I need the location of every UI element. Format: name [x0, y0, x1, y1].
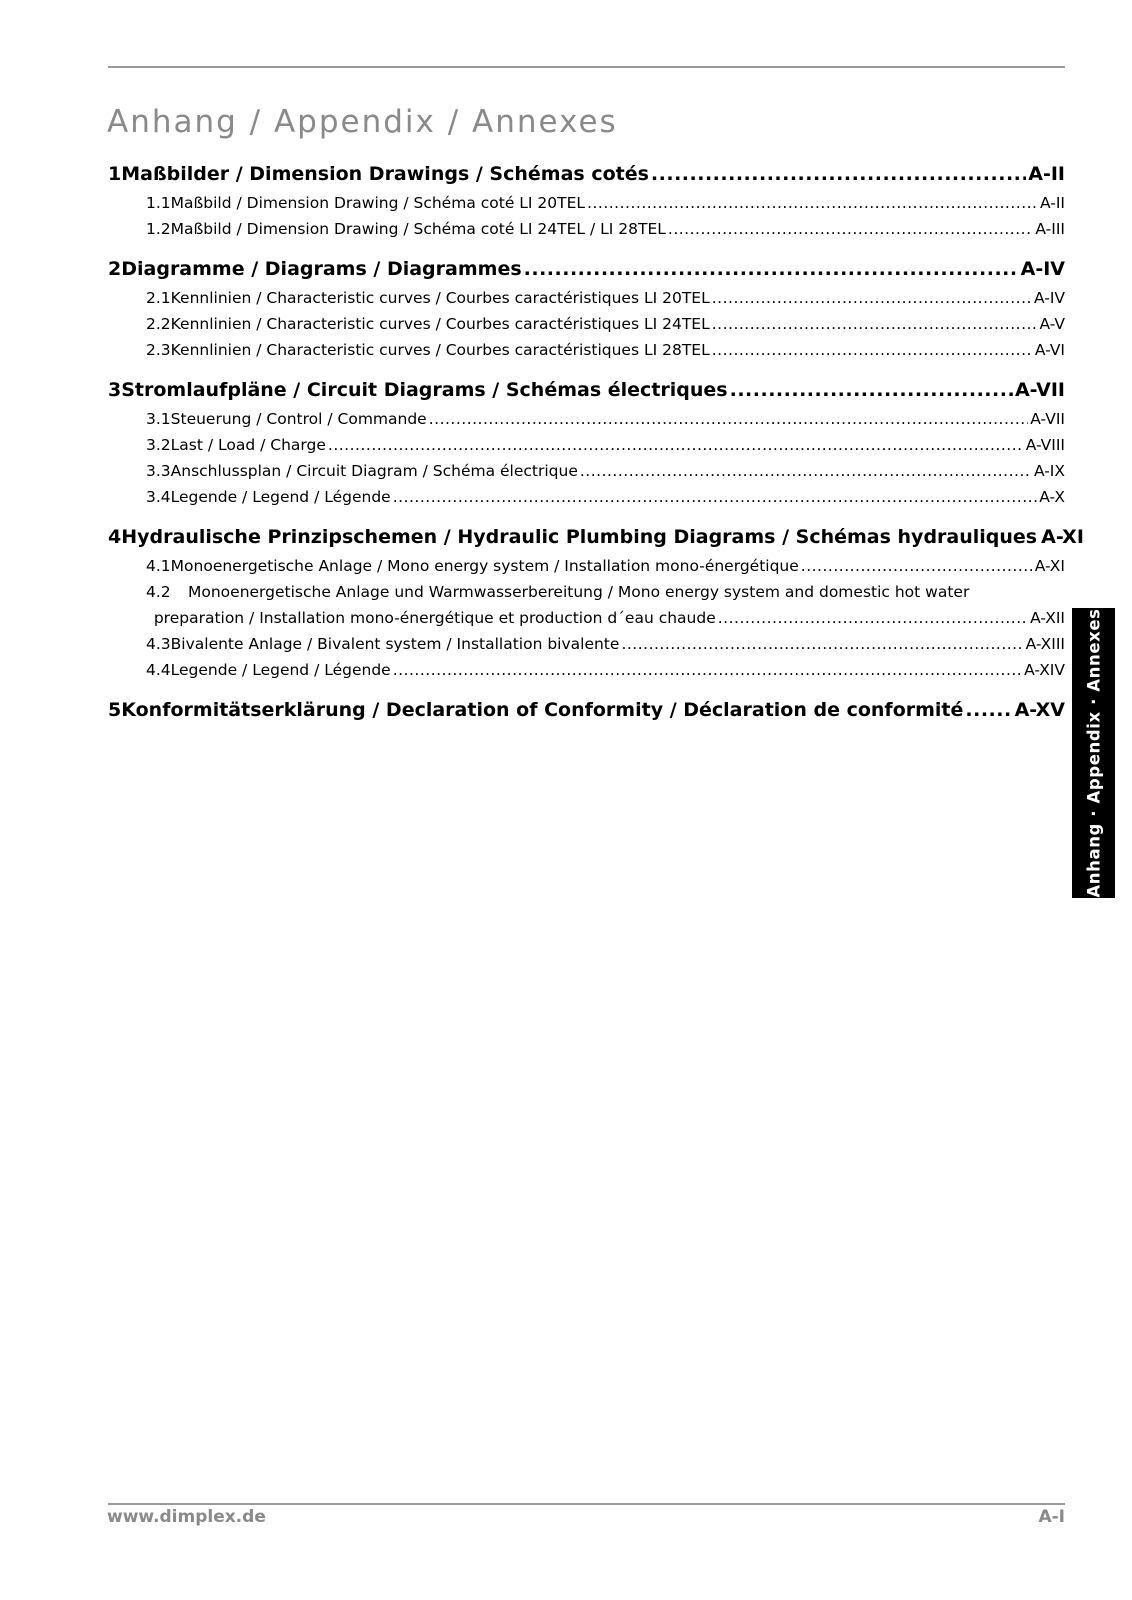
- toc-page: A-IV: [1033, 289, 1065, 307]
- toc-page: A-II: [1028, 163, 1065, 185]
- toc-leader: [730, 379, 1013, 401]
- toc-page: A-X: [1039, 488, 1065, 506]
- toc-title: Steuerung / Control / Commande: [170, 410, 427, 428]
- toc-title: Stromlaufpläne / Circuit Diagrams / Schémas électriques: [121, 379, 728, 401]
- toc-entry-3[interactable]: [108, 379, 1065, 405]
- toc-title: Monoenergetische Anlage und Warmwasserbereitung / Mono energy system and domestic hot water: [188, 583, 970, 601]
- toc-title: Kennlinien / Characteristic curves / Courbes caractéristiques LI 24TEL: [170, 315, 710, 333]
- toc-page: A-VII: [1014, 379, 1065, 401]
- toc-entry-2-2[interactable]: [108, 315, 1065, 337]
- toc-title: Monoenergetische Anlage / Mono energy system / Installation mono-énergétique: [170, 557, 799, 575]
- toc-title: Maßbild / Dimension Drawing / Schéma coté LI 20TEL: [170, 194, 586, 212]
- toc-title: Hydraulische Prinzipschemen / Hydraulic Plumbing Diagrams / Schémas hydrauliques: [121, 526, 1038, 548]
- toc-leader: [668, 220, 1034, 238]
- toc-entry-2[interactable]: [108, 258, 1065, 284]
- toc-leader: [393, 661, 1022, 679]
- toc-entry-4-2[interactable]: [108, 583, 1065, 605]
- toc-page: A-XI: [1041, 526, 1084, 548]
- toc-title: Kennlinien / Characteristic curves / Courbes caractéristiques LI 20TEL: [170, 289, 710, 307]
- bottom-rule: [108, 1503, 1065, 1505]
- toc-number: 2.2: [146, 315, 171, 333]
- toc-number: 1.2: [146, 220, 171, 238]
- toc-number: 4.4: [146, 661, 171, 679]
- toc-title: Anschlussplan / Circuit Diagram / Schéma électrique: [170, 462, 578, 480]
- toc-number: 2.3: [146, 341, 171, 359]
- toc-page: A-V: [1039, 315, 1065, 333]
- toc-number: 3.1: [146, 410, 171, 428]
- toc-page: A-IX: [1033, 462, 1065, 480]
- toc-number: 3.4: [146, 488, 171, 506]
- toc-leader: [621, 635, 1023, 653]
- toc-title: Maßbilder / Dimension Drawings / Schémas cotés: [121, 163, 649, 185]
- toc-page: A-XII: [1030, 609, 1065, 627]
- toc-page: A-III: [1035, 220, 1065, 238]
- toc-title: Legende / Legend / Légende: [170, 661, 391, 679]
- toc-title: Kennlinien / Characteristic curves / Courbes caractéristiques LI 28TEL: [170, 341, 710, 359]
- toc-number: 2.1: [146, 289, 171, 307]
- toc-title: Maßbild / Dimension Drawing / Schéma coté LI 24TEL / LI 28TEL: [170, 220, 666, 238]
- toc-title: Last / Load / Charge: [170, 436, 326, 454]
- toc-entry-4-3[interactable]: [108, 635, 1065, 657]
- toc-page: A-VII: [1030, 410, 1065, 428]
- toc-entry-3-3[interactable]: [108, 462, 1065, 484]
- toc-title: Diagramme / Diagrams / Diagrammes: [121, 258, 522, 280]
- toc-number: 1.1: [146, 194, 171, 212]
- toc-leader: [393, 488, 1038, 506]
- footer-url[interactable]: www.dimplex.de: [107, 1507, 266, 1527]
- toc-page: A-VI: [1034, 341, 1065, 359]
- toc-leader: [712, 289, 1032, 307]
- top-rule: [108, 66, 1065, 68]
- toc-entry-5[interactable]: [108, 699, 1065, 725]
- toc-leader: [801, 557, 1033, 575]
- toc-entry-1-1[interactable]: [108, 194, 1065, 216]
- side-tab: [1072, 608, 1115, 898]
- toc-entry-1-2[interactable]: [108, 220, 1065, 242]
- toc-entry-4-4[interactable]: [108, 661, 1065, 683]
- page-title: Anhang / Appendix / Annexes: [107, 104, 618, 140]
- toc-leader: [651, 163, 1026, 185]
- toc-title-continued: preparation / Installation mono-énergétique et production d´eau chaude: [153, 609, 716, 627]
- toc-title: Bivalente Anlage / Bivalent system / Installation bivalente: [170, 635, 620, 653]
- toc-leader: [524, 258, 1019, 280]
- toc-leader: [429, 410, 1029, 428]
- toc-entry-3-1[interactable]: [108, 410, 1065, 432]
- toc-entry-3-2[interactable]: [108, 436, 1065, 458]
- toc-number: 2: [108, 258, 122, 280]
- toc-leader: [965, 699, 1012, 721]
- toc-page: A-II: [1040, 194, 1065, 212]
- toc-entry-4-1[interactable]: [108, 557, 1065, 579]
- toc-title: Legende / Legend / Légende: [170, 488, 391, 506]
- footer-page-number: A-I: [1038, 1507, 1065, 1527]
- toc-entry-3-4[interactable]: [108, 488, 1065, 510]
- toc-leader: [587, 194, 1038, 212]
- toc-leader: [328, 436, 1024, 454]
- toc-entry-4-2-continued[interactable]: [108, 609, 1065, 631]
- toc-title: Konformitätserklärung / Declaration of Conformity / Déclaration de conformité: [121, 699, 964, 721]
- toc-leader: [712, 341, 1033, 359]
- toc-leader: [712, 315, 1038, 333]
- toc-number: 3.3: [146, 462, 171, 480]
- toc-page: A-XIII: [1025, 635, 1065, 653]
- toc-leader: [718, 609, 1028, 627]
- toc-page: A-VIII: [1025, 436, 1065, 454]
- toc-number: 3.2: [146, 436, 171, 454]
- toc-number: 4.1: [146, 557, 171, 575]
- toc-number: 5: [108, 699, 122, 721]
- toc-leader: [580, 462, 1032, 480]
- toc-page: A-XI: [1034, 557, 1065, 575]
- toc-page: A-IV: [1020, 258, 1065, 280]
- toc-number: 3: [108, 379, 122, 401]
- side-tab-label: Anhang · Appendix · Annexes: [1084, 608, 1103, 898]
- toc-number: 4.2: [146, 583, 171, 601]
- toc-number: 4.3: [146, 635, 171, 653]
- toc-page: A-XV: [1014, 699, 1065, 721]
- toc-entry-1[interactable]: [108, 163, 1065, 189]
- toc-number: 4: [108, 526, 122, 548]
- toc-number: 1: [108, 163, 122, 185]
- toc-entry-2-1[interactable]: [108, 289, 1065, 311]
- toc-entry-4[interactable]: [108, 526, 1084, 552]
- toc-page: A-XIV: [1024, 661, 1065, 679]
- toc-entry-2-3[interactable]: [108, 341, 1065, 363]
